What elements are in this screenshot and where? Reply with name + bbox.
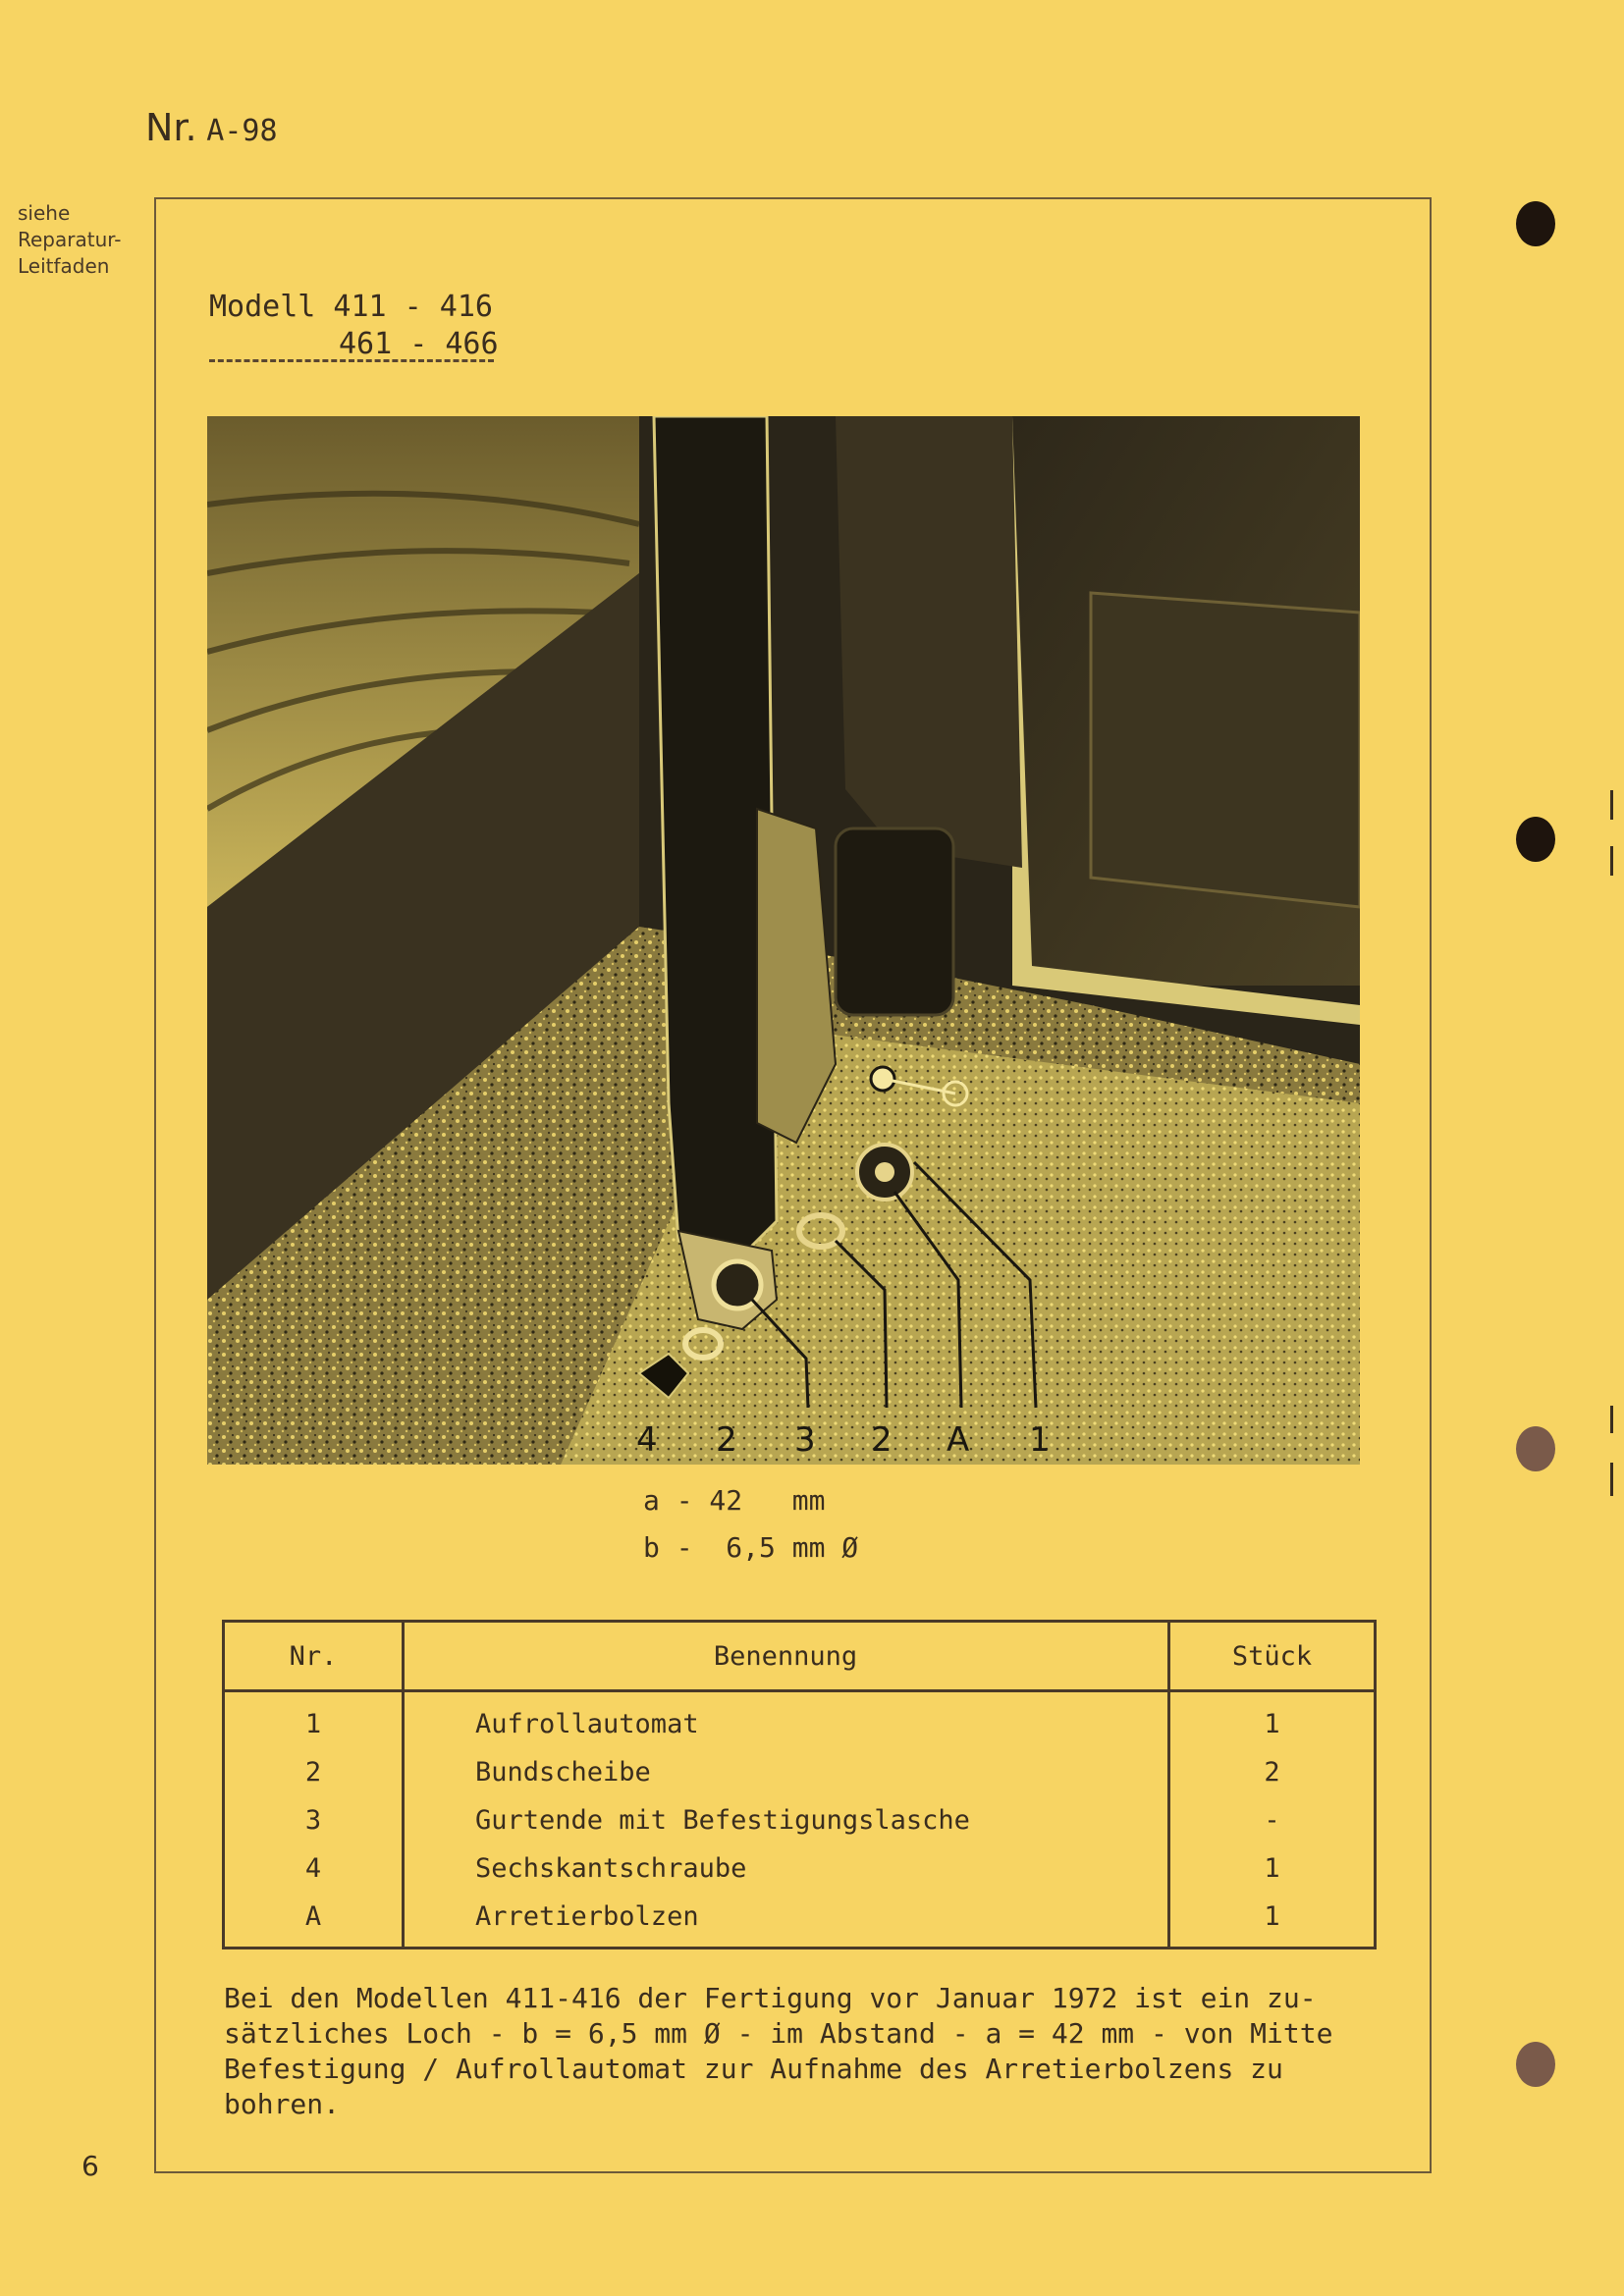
paper-edge-mark	[1610, 1463, 1613, 1496]
model-heading	[209, 289, 499, 363]
document-number-label: Nr.	[145, 106, 197, 149]
cell-nr: 3	[224, 1796, 404, 1844]
cell-nr: 1	[224, 1691, 404, 1749]
instruction-line: Bei den Modellen 411-416 der Fertigung vor Januar 1972 ist ein zu-	[224, 1982, 1317, 2014]
cell-nr: A	[224, 1893, 404, 1949]
punch-hole	[1516, 201, 1555, 246]
cell-name: Gurtende mit Befestigungslasche	[404, 1796, 1169, 1844]
column-header-nr: Nr.	[224, 1622, 404, 1691]
cell-name: Arretierbolzen	[404, 1893, 1169, 1949]
model-line-1: Modell 411 - 416	[209, 290, 493, 324]
callout-label: 3	[794, 1420, 816, 1460]
instruction-note	[224, 1981, 1412, 2122]
column-header-name: Benennung	[404, 1622, 1169, 1691]
punch-hole	[1516, 1426, 1555, 1471]
cell-name: Sechskantschraube	[404, 1844, 1169, 1893]
column-header-qty: Stück	[1169, 1622, 1376, 1691]
cell-name: Aufrollautomat	[404, 1691, 1169, 1749]
punch-hole	[1516, 817, 1555, 862]
side-note-line: Leitfaden	[18, 254, 110, 278]
paper-edge-mark	[1610, 846, 1613, 876]
cell-name: Bundscheibe	[404, 1748, 1169, 1796]
dimension-a: a - 42 mm	[643, 1484, 826, 1517]
cell-qty: 1	[1264, 1901, 1280, 1932]
callout-label: A	[947, 1420, 970, 1460]
instruction-line: Befestigung / Aufrollautomat zur Aufnahme des Arretierbolzens zu	[224, 2053, 1283, 2085]
seatbelt-photo	[207, 416, 1360, 1465]
table-header-row	[224, 1622, 1376, 1691]
instruction-line: sätzliches Loch - b = 6,5 mm Ø - im Abstand - a = 42 mm - von Mitte	[224, 2017, 1333, 2050]
callout-label: 2	[871, 1420, 893, 1460]
table-row	[224, 1893, 1376, 1949]
callout-label: 1	[1029, 1420, 1051, 1460]
dimension-notes	[643, 1477, 858, 1572]
cell-qty: -	[1264, 1805, 1280, 1836]
model-line-2: 461 - 466	[339, 327, 499, 361]
cell-nr: 4	[224, 1844, 404, 1893]
table-row	[224, 1844, 1376, 1893]
cell-qty: 1	[1264, 1709, 1280, 1739]
side-reference-note	[18, 200, 145, 280]
table-row	[224, 1691, 1376, 1749]
paper-edge-mark	[1610, 790, 1613, 820]
side-note-line: siehe	[18, 201, 71, 225]
table-row	[224, 1796, 1376, 1844]
cell-qty: 1	[1264, 1853, 1280, 1884]
table-row	[224, 1748, 1376, 1796]
cell-qty: 2	[1264, 1757, 1280, 1788]
page-number: 6	[81, 2150, 99, 2182]
punch-hole	[1516, 2042, 1555, 2087]
photo-callout-labels	[207, 416, 1360, 1465]
cell-nr: 2	[224, 1748, 404, 1796]
paper-edge-mark	[1610, 1406, 1613, 1433]
model-underline	[209, 359, 494, 362]
document-number-value: A-98	[206, 114, 278, 148]
instruction-line: bohren.	[224, 2088, 341, 2120]
document-number	[145, 106, 278, 149]
side-note-line: Reparatur-	[18, 228, 122, 251]
parts-table	[222, 1620, 1377, 1949]
callout-label: 2	[716, 1420, 737, 1460]
callout-label: 4	[636, 1420, 658, 1460]
dimension-b: b - 6,5 mm Ø	[643, 1531, 859, 1564]
